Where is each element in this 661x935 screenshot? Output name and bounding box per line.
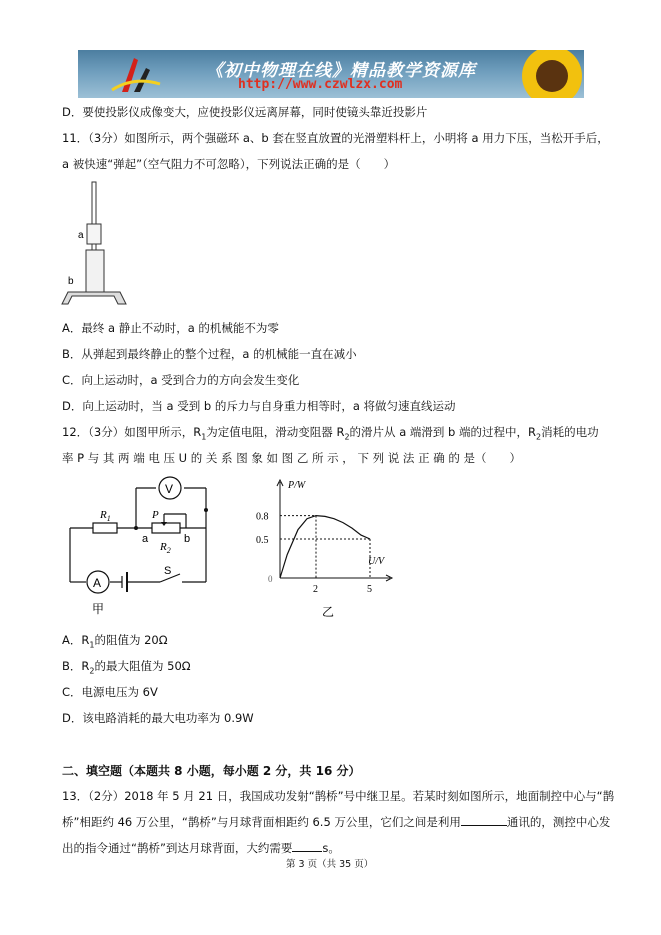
voltmeter-label: V bbox=[165, 482, 174, 496]
q11-option-d: D．向上运动时，当 a 受到 b 的斥力与自身重力相等时，a 将做匀速直线运动 bbox=[62, 399, 456, 413]
q11-option-c: C．向上运动时，a 受到合力的方向会发生变化 bbox=[62, 373, 300, 387]
power-curve bbox=[280, 516, 370, 578]
x-tick-label: 2 bbox=[313, 584, 318, 595]
power-voltage-chart bbox=[250, 474, 400, 624]
q11-option-b: B．从弹起到最终静止的整个过程，a 的机械能一直在减小 bbox=[62, 347, 357, 361]
ring-b-label: b bbox=[68, 276, 74, 287]
q12-option-b: B．$R_2$的最大阻值为 50Ω bbox=[62, 659, 191, 676]
terminal-b-label: b bbox=[184, 533, 191, 545]
slider-p-label: P bbox=[152, 509, 159, 521]
q12-option-d: D．该电路消耗的最大电功率为 0.9W bbox=[62, 711, 254, 725]
q12-stem-line2: 率 P 与 其 两 端 电 压 U 的 关 系 图 象 如 图 乙 所 示 ， 下 列 说 法 正 确 的 是（ ） bbox=[62, 451, 522, 465]
q11-stem-line2: a 被快速“弹起”（空气阻力不可忽略），下列说法正确的是（ ） bbox=[62, 157, 396, 171]
page-footer: 第 3 页（共 35 页） bbox=[286, 859, 374, 870]
q10-option-d: D．要使投影仪成像变大，应使投影仪远离屏幕，同时使镜头靠近投影片 bbox=[62, 105, 428, 119]
ammeter-label: A bbox=[93, 576, 102, 590]
q12-option-c: C．电源电压为 6V bbox=[62, 685, 158, 699]
q12-option-a: A．$R_1$的阻值为 20Ω bbox=[62, 633, 168, 650]
banner-url[interactable]: http://www.czwlzx.com bbox=[238, 77, 403, 92]
site-logo-icon bbox=[104, 54, 164, 94]
r2-label: $R_2$ bbox=[160, 541, 171, 555]
q13-blank-2[interactable] bbox=[292, 840, 322, 852]
x-axis-label: U/V bbox=[368, 556, 385, 567]
terminal-a-label: a bbox=[142, 533, 149, 545]
circuit-diagram bbox=[60, 470, 230, 620]
magnet-rings-figure bbox=[58, 180, 138, 312]
q13-stem-line2: 桥”相距约 46 万公里，“鹊桥”与月球背面相距约 6.5 万公里，它们之间是利用 通讯的，测控中心发 bbox=[62, 815, 611, 829]
q12-stem-line1: 12．（3分）如图甲所示，$R_1$为定值电阻，滑动变阻器 $R_2$的滑片从 a 端滑到 b 端的过程中，$R_2$消耗的电功 bbox=[62, 425, 599, 442]
q11-option-a: A．最终 a 静止不动时，a 的机械能不为零 bbox=[62, 321, 279, 335]
ring-a-label: a bbox=[78, 230, 84, 241]
sunflower-icon bbox=[500, 50, 584, 98]
header-banner bbox=[78, 50, 584, 98]
y-tick-label: 0.5 bbox=[256, 535, 269, 546]
switch-label: S bbox=[164, 565, 172, 577]
origin-label: 0 bbox=[268, 574, 273, 584]
q13-blank-1[interactable] bbox=[461, 814, 507, 826]
q13-stem-line3: 出的指令通过“鹊桥”到达月球背面，大约需要 s。 bbox=[62, 841, 340, 855]
x-tick-label: 5 bbox=[367, 584, 372, 595]
figure-jia-caption: 甲 bbox=[92, 602, 105, 616]
section-heading-fill-in: 二、填空题（本题共 8 小题，每小题 2 分，共 16 分） bbox=[62, 764, 361, 778]
y-axis-label: P/W bbox=[288, 480, 306, 491]
banner-title: 《初中物理在线》精品教学资源库 bbox=[206, 61, 476, 81]
q11-stem-line1: 11．（3分）如图所示，两个强磁环 a、b 套在竖直放置的光滑塑料杆上，小明将 a 用力下压，当松开手后， bbox=[62, 131, 609, 145]
y-tick-label: 0.8 bbox=[256, 511, 269, 523]
r1-label: $R_1$ bbox=[100, 509, 111, 523]
q13-stem-line1: 13．（2分）2018 年 5 月 21 日，我国成功发射“鹊桥”号中继卫星。若某时刻如图所示，地面制控中心与“鹊 bbox=[62, 789, 615, 803]
figure-yi-caption: 乙 bbox=[322, 605, 335, 619]
